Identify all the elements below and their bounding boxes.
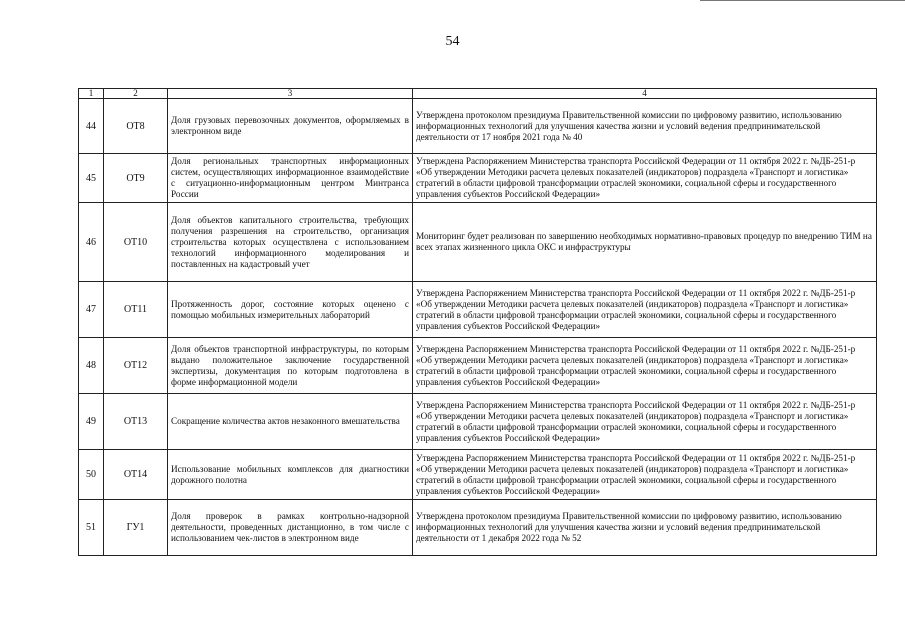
indicators-table [78,88,877,556]
indicator-source: Утверждена Распоряжением Министерства транспорта Российской Федерации от 11 октября 2022 г. №ДБ-251-р «Об утверждении Методики расчета целевых показателей (индикаторов) подраздела «Транспорт и логистика» стратегий в области цифровой трансформации отраслей экономики, социальной сферы и государственного управления субъектов Российской Федерации» [413,450,877,500]
row-number: 49 [79,394,104,450]
column-header-3: 3 [168,89,413,99]
indicators-table-container [78,88,876,556]
indicator-code: ОТ12 [104,338,168,394]
indicator-source: Утверждена Распоряжением Министерства транспорта Российской Федерации от 11 октября 2022 г. №ДБ-251-р «Об утверждении Методики расчета целевых показателей (индикаторов) подраздела «Транспорт и логистика» стратегий в области цифровой трансформации отраслей экономики, социальной сферы и государственного управления субъектов Российской Федерации» [413,282,877,338]
indicator-code: ОТ11 [104,282,168,338]
indicator-source: Утверждена Распоряжением Министерства транспорта Российской Федерации от 11 октября 2022 г. №ДБ-251-р «Об утверждении Методики расчета целевых показателей (индикаторов) подраздела «Транспорт и логистика» стратегий в области цифровой трансформации отраслей экономики, социальной сферы и государственного управления субъектов Российской Федерации» [413,154,877,203]
indicator-description: Доля объектов транспортной инфраструктуры, по которым выдано положительное заключение государственной экспертизы, документация по которым подготовлена в форме информационной модели [168,338,413,394]
indicator-description: Доля проверок в рамках контрольно-надзорной деятельности, проведенных дистанционно, в том числе с использованием чек-листов в электронном виде [168,500,413,556]
indicator-description: Доля объектов капитального строительства, требующих получения разрешения на строительство, организация строительства которых осуществлена с использованием технологий информационного моделирования и поставленных на кадастровый учет [168,203,413,282]
row-number: 47 [79,282,104,338]
column-header-1: 1 [79,89,104,99]
table-row [79,203,877,282]
indicator-code: ОТ14 [104,450,168,500]
row-number: 48 [79,338,104,394]
indicator-description: Протяженность дорог, состояние которых оценено с помощью мобильных измерительных лабораторий [168,282,413,338]
indicator-description: Доля региональных транспортных информационных систем, осуществляющих информационное взаимодействие с ситуационно-информационным центром Минтранса России [168,154,413,203]
indicator-code: ОТ8 [104,99,168,154]
table-row [79,99,877,154]
indicator-code: ГУ1 [104,500,168,556]
page-number: 54 [445,34,460,49]
indicator-description: Доля грузовых перевозочных документов, оформляемых в электронном виде [168,99,413,154]
row-number: 50 [79,450,104,500]
column-header-4: 4 [413,89,877,99]
indicator-source: Утверждена Распоряжением Министерства транспорта Российской Федерации от 11 октября 2022 г. №ДБ-251-р «Об утверждении Методики расчета целевых показателей (индикаторов) подраздела «Транспорт и логистика» стратегий в области цифровой трансформации отраслей экономики, социальной сферы и государственного управления субъектов Российской Федерации» [413,338,877,394]
indicator-source: Утверждена протоколом президиума Правительственной комиссии по цифровому развитию, использованию информационных технологий для улучшения качества жизни и условий ведения предпринимательской деятельности от 17 ноября 2021 года № 40 [413,99,877,154]
indicator-code: ОТ13 [104,394,168,450]
indicator-source: Мониторинг будет реализован по завершению необходимых нормативно-правовых процедур по внедрению ТИМ на всех этапах жизненного цикла ОКС и инфраструктуры [413,203,877,282]
row-number: 45 [79,154,104,203]
table-row [79,154,877,203]
column-header-2: 2 [104,89,168,99]
indicator-description: Использование мобильных комплексов для диагностики дорожного полотна [168,450,413,500]
row-number: 51 [79,500,104,556]
indicator-description: Сокращение количества актов незаконного вмешательства [168,394,413,450]
table-header-row [79,89,877,99]
indicator-code: ОТ10 [104,203,168,282]
table-row [79,282,877,338]
row-number: 46 [79,203,104,282]
row-number: 44 [79,99,104,154]
table-row [79,500,877,556]
table-row [79,394,877,450]
indicator-source: Утверждена Распоряжением Министерства транспорта Российской Федерации от 11 октября 2022 г. №ДБ-251-р «Об утверждении Методики расчета целевых показателей (индикаторов) подраздела «Транспорт и логистика» стратегий в области цифровой трансформации отраслей экономики, социальной сферы и государственного управления субъектов Российской Федерации» [413,394,877,450]
scan-edge-line [700,0,905,1]
indicator-source: Утверждена протоколом президиума Правительственной комиссии по цифровому развитию, использованию информационных технологий для улучшения качества жизни и условий ведения предпринимательской деятельности от 1 декабря 2022 года № 52 [413,500,877,556]
table-row [79,338,877,394]
table-row [79,450,877,500]
indicator-code: ОТ9 [104,154,168,203]
